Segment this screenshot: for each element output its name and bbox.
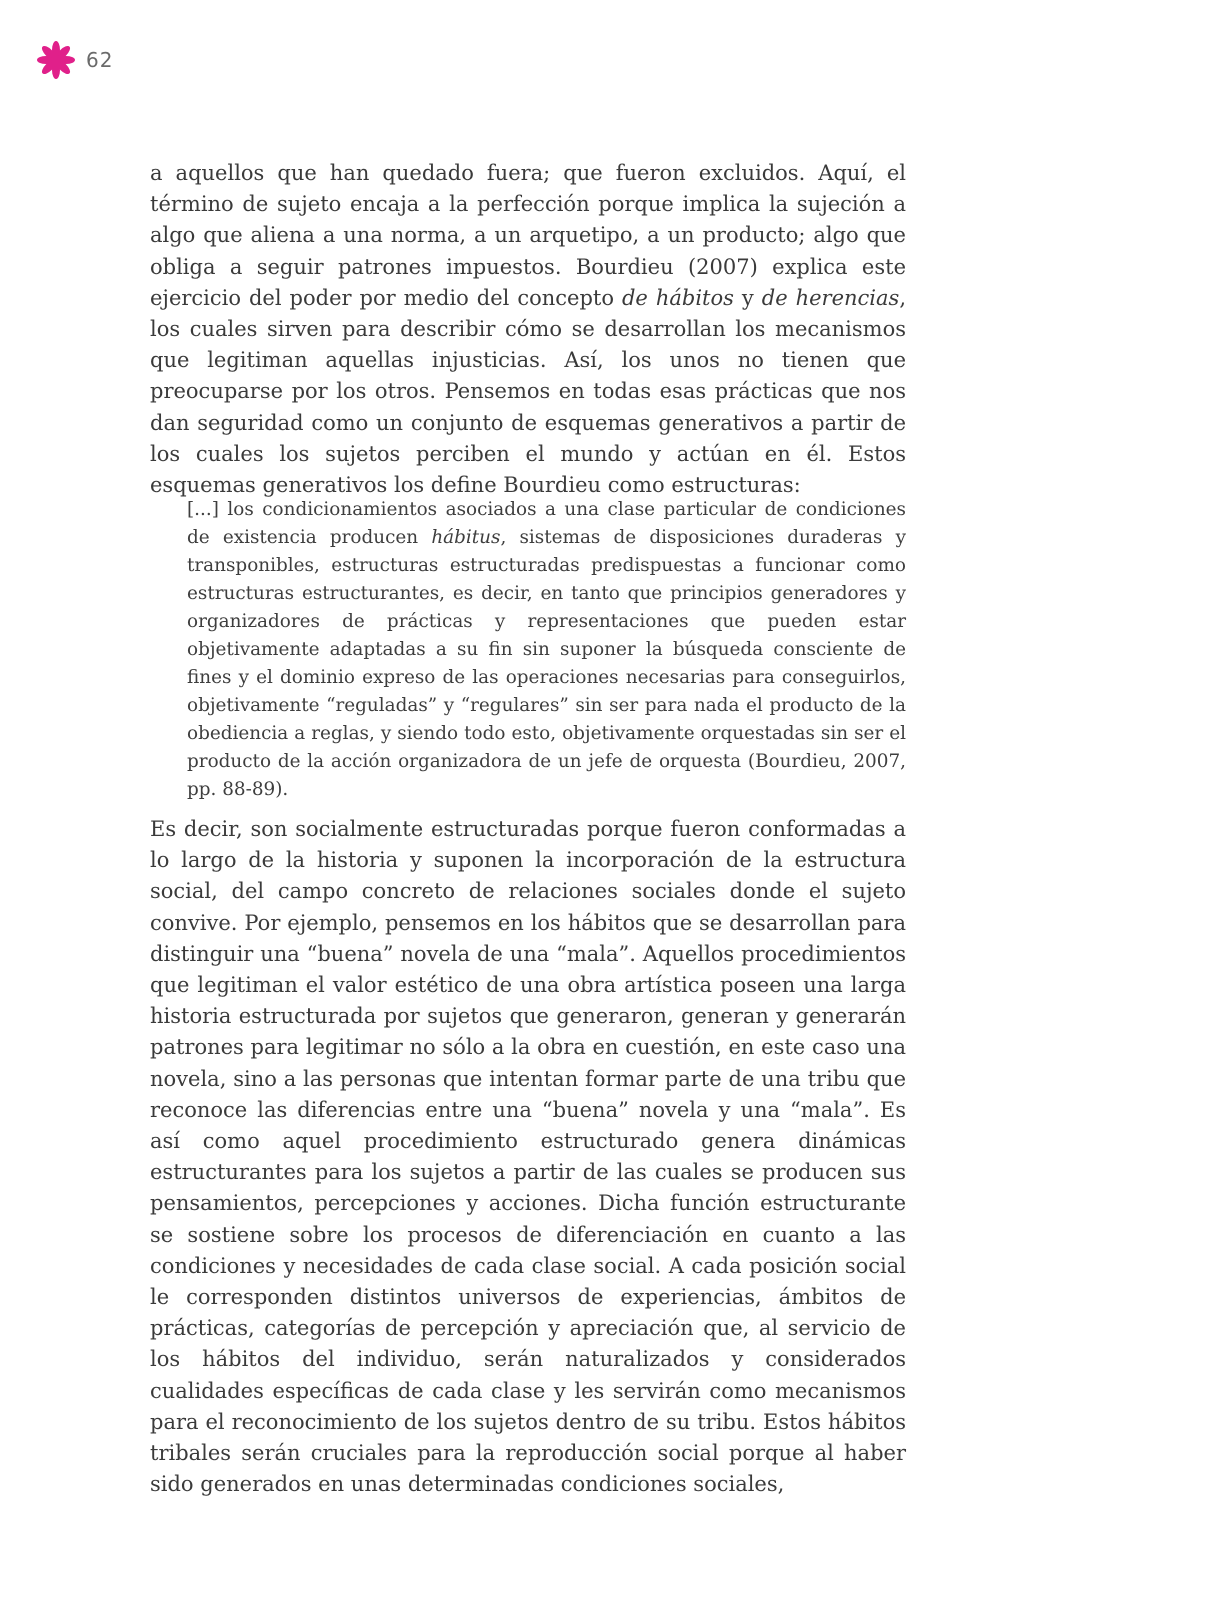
term-herencias: de herencias [761, 285, 900, 310]
body-paragraph-1 [150, 158, 906, 501]
page-header [36, 40, 113, 80]
paragraph-1-text-b: y [733, 285, 762, 310]
block-quote [187, 496, 906, 804]
paragraph-1-text-a: a aquellos que han quedado fuera; que fueron excluidos. Aquí, el término de sujeto encaja a la perfección porque implica la sujeción a algo que aliena a una norma, a un arquetipo, a un producto; algo que obliga a seguir patrones impuestos. Bourdieu (2007) explica este ejercicio del poder por medio del concepto [150, 161, 906, 310]
quote-text-b: , sistemas de disposiciones duraderas y transponibles, estructuras estructuradas predispuestas a funcionar como estructuras estructurantes, es decir, en tanto que principios generadores y organizadores de prácticas y representaciones que pueden estar objetivamente adaptadas a su fin sin suponer la búsqueda consciente de fines y el dominio expreso de las operaciones necesarias para conseguirlos, objetivamente “reguladas” y “regulares” sin ser para nada el producto de la obediencia a reglas, y siendo todo esto, objetivamente orquestadas sin ser el producto de la acción organizadora de un jefe de orquesta (Bourdieu, 2007, pp. 88-89). [187, 527, 906, 800]
term-habitus: hábitus [431, 527, 501, 548]
asterisk-icon [36, 40, 76, 80]
body-paragraph-2: Es decir, son socialmente estructuradas porque fueron conformadas a lo largo de la historia y suponen la incorporación de la estructura social, del campo concreto de relaciones sociales donde el sujeto convive. Por ejemplo, pensemos en los hábitos que se desarrollan para distinguir una “buena” novela de una “mala”. Aquellos procedimientos que legitiman el valor estético de una obra artística poseen una larga historia estructurada por sujetos que generaron, generan y generarán patrones para legitimar no sólo a la obra en cuestión, en este caso una novela, sino a las personas que intentan formar parte de una tribu que reconoce las diferencias entre una “buena” novela y una “mala”. Es así como aquel procedimiento estructurado genera dinámicas estructurantes para los sujetos a partir de las cuales se producen sus pensamientos, percepciones y acciones. Dicha función estructurante se sostiene sobre los procesos de diferenciación en cuanto a las condiciones y necesidades de cada clase social. A cada posición social le corresponden distintos universos de experiencias, ámbitos de prácticas, categorías de percepción y apreciación que, al servicio de los hábitos del individuo, serán naturalizados y considerados cualidades específicas de cada clase y les servirán como mecanismos para el reconocimiento de los sujetos dentro de su tribu. Estos hábitos tribales serán cruciales para la reproducción social porque al haber sido generados en unas determinadas condiciones sociales, [150, 817, 906, 1497]
term-habitos: de hábitos [621, 285, 734, 310]
quote-text-a: [...] los condicionamientos asociados a una clase particular de condiciones de existencia producen [187, 499, 906, 548]
paragraph-1-text-c: , los cuales sirven para describir cómo se desarrollan los mecanismos que legitiman aquellas injusticias. Así, los unos no tienen que preocuparse por los otros. Pensemos en todas esas prácticas que nos dan seguridad como un conjunto de esquemas generativos a partir de los cuales los sujetos perciben el mundo y actúan en él. Estos esquemas generativos los define Bourdieu como estructuras: [150, 285, 907, 498]
page-number: 62 [86, 48, 114, 72]
